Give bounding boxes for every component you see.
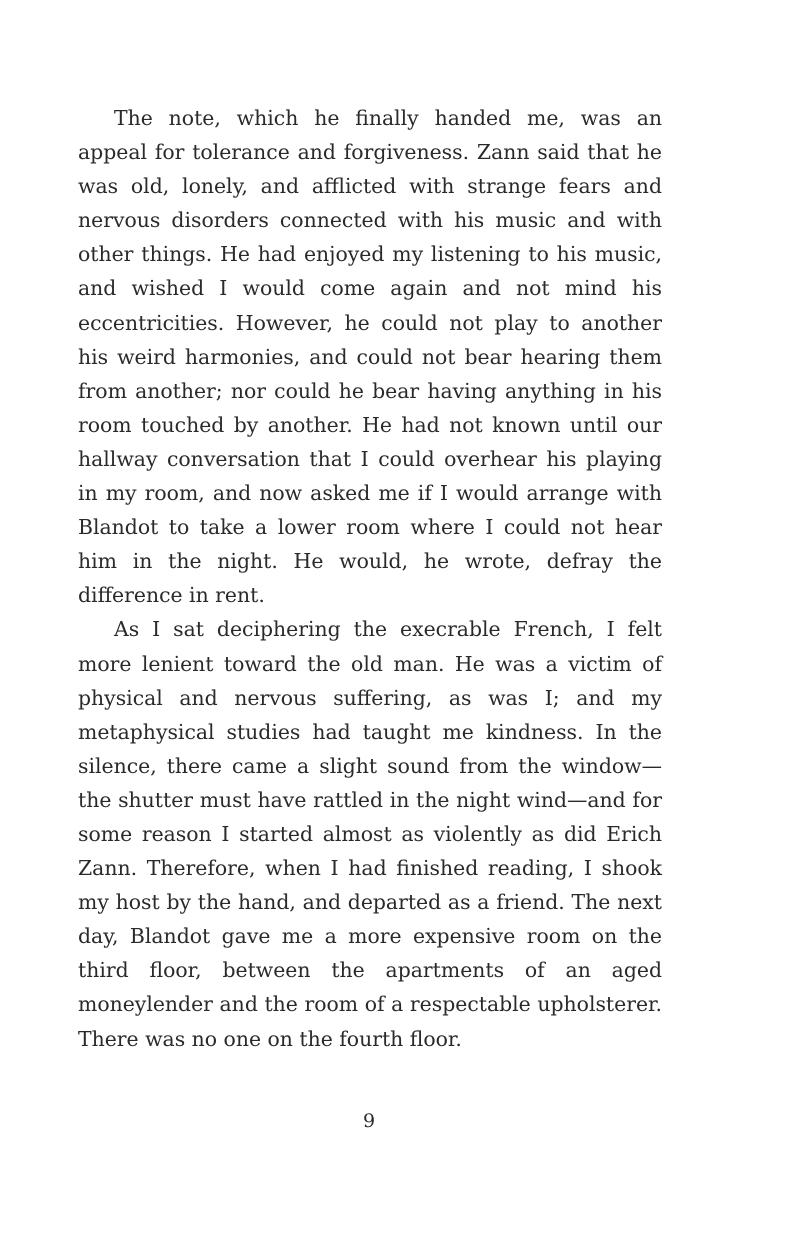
page-number: 9: [362, 1110, 376, 1132]
paragraph-2: As I sat deciphering the execrable French, I felt more lenient toward the old man. He was a victim of physical and nervous suffering, as was I; and my metaphysical studies had taught me kindness. In the silence, there came a slight sound from the window—the shutter must have rattled in the night wind—and for some reason I started almost as violently as did Erich Zann. Therefore, when I had finished reading, I shook my host by the hand, and departed as a friend. The next day, Blandot gave me a more expensive room on the third floor, between the apartments of an aged moneylender and the room of a respectable upholsterer. There was no one on the fourth floor.: [78, 617, 662, 1051]
page-body: [78, 101, 662, 1056]
paragraph-1: The note, which he finally handed me, was an appeal for tolerance and forgiveness. Zann said that he was old, lonely, and afflicted with strange fears and nervous disorders connected with his music and with other things. He had enjoyed my listening to his music, and wished I would come again and not mind his eccentricities. However, he could not play to another his weird harmonies, and could not bear hearing them from another; nor could he bear having anything in his room touched by another. He had not known until our hallway conversation that I could overhear his playing in my room, and now asked me if I would arrange with Blandot to take a lower room where I could not hear him in the night. He would, he wrote, defray the difference in rent.: [78, 106, 662, 608]
